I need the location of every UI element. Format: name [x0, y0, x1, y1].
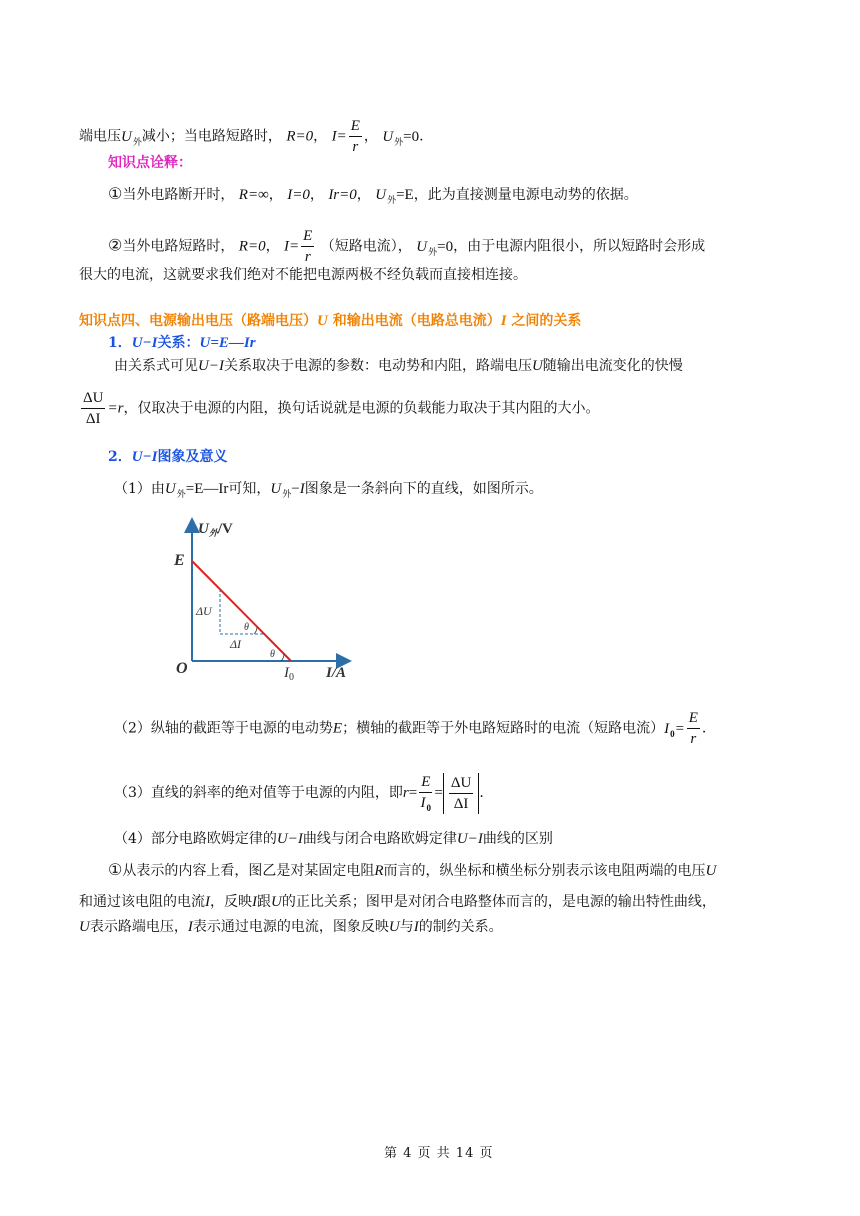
math-U: $U_外$ — [121, 128, 142, 147]
paragraph-1-cont: $\frac{\Delta U}{\Delta I}$ =r，仅取决于电源的内阻，换句话说就是电源的负载能力取决于其内阻的大小。 — [83, 390, 600, 427]
line-1 — [79, 116, 424, 157]
text: 当外电路断开时， — [122, 187, 235, 203]
fraction-E-over-r: $\frac{E}{r}$ — [350, 118, 360, 155]
item-2-cont: 很大的电流，这就要求我们绝对不能把电源两极不经负载而直接相连接。 — [79, 267, 527, 283]
u-i-graph — [168, 515, 368, 685]
page-footer: 第 4 页 共 14 页 — [384, 1146, 494, 1161]
math-R0: R=0 — [286, 128, 314, 145]
subsection-1: 1．U−I关系：U=E—Ir — [108, 335, 256, 351]
paragraph-p2: （2）纵轴的截距等于电源的电动势E；横轴的截距等于外电路短路时的电流（短路电流）$I_0=$ $\frac{E}{r}$ . — [114, 710, 707, 747]
delta-i-label: ΔI — [230, 637, 242, 651]
e-label: E — [174, 552, 185, 569]
sep: ， — [313, 128, 328, 145]
circle-num: ① — [108, 184, 123, 203]
theta-arc-2 — [281, 654, 284, 661]
theta-arc-1 — [254, 627, 257, 634]
y-axis-label: $U_外/V$ — [198, 521, 233, 538]
delta-u-label: ΔU — [196, 604, 212, 618]
text: 当外电路短路时， — [122, 238, 235, 255]
x-axis-label: I/A — [326, 665, 347, 681]
fraction-E-over-r: $\frac{E}{r}$ — [303, 228, 313, 265]
text: ，由于电源内阻很小，所以短路时会形成 — [453, 238, 706, 255]
paragraph-p1: （1）由$U_外=E—Ir$可知，$U_外-I$图象是一条斜向下的直线，如图所示。 — [114, 481, 543, 499]
math: R=0 — [238, 238, 266, 255]
paragraph-1: 由关系式可见U−I关系取决于电源的参数：电动势和内阻，路端电压U随输出电流变化的快慢 — [114, 358, 683, 374]
math-Uwai: $U_外=0$ — [382, 128, 420, 147]
subsection-2: 2．U−I图象及意义 — [108, 449, 228, 465]
text: 减小；当电路短路时， — [141, 128, 282, 145]
paragraph-p5: ①从表示的内容上看，图乙是对某固定电阻R而言的，纵坐标和横坐标分别表示该电阻两端的电压U — [108, 860, 717, 879]
i0-label: $I_0$ — [284, 665, 294, 683]
math: Ir=0 — [328, 187, 357, 203]
paragraph-p4: （4）部分电路欧姆定律的U−I曲线与闭合电路欧姆定律U−I曲线的区别 — [114, 831, 553, 847]
item-1: ①当外电路断开时， R=∞， I=0， Ir=0， $U_外=E$，此为直接测量电源电动势的依据。 — [108, 184, 638, 205]
theta-label-1: θ — [244, 622, 249, 633]
origin-label: O — [176, 660, 188, 677]
math-Ieq: I= — [331, 128, 347, 145]
note-title: 知识点诠释： — [108, 155, 192, 171]
sep: ， — [363, 128, 378, 145]
theta-label-2: θ — [270, 649, 275, 660]
period: . — [419, 128, 424, 145]
text: 端电压 — [79, 128, 121, 145]
math-Uwai0: $U_外=0$ — [416, 238, 454, 257]
text: （短路电流）， — [320, 238, 412, 255]
paragraph-p5-cont2: U表示路端电压，I表示通过电源的电流，图象反映U与I的制约关系。 — [79, 919, 503, 935]
math: R=∞ — [238, 187, 269, 203]
fraction-dU-dI: $\frac{\Delta U}{\Delta I}$ — [83, 390, 104, 427]
circle-num: ② — [108, 235, 123, 255]
paragraph-p3: （3）直线的斜率的绝对值等于电源的内阻，即r= $\frac{E}{I_0}$ = $\frac{\Delta U}{\Delta I}$ . — [114, 774, 484, 813]
item-2: ②当外电路短路时， R=0， I= $\frac{E}{r}$ （短路电流）， $U_外=0$，由于电源内阻很小，所以短路时会形成 — [108, 228, 706, 265]
paragraph-p5-cont1: 和通过该电阻的电流I，反映I跟U的正比关系；图甲是对闭合电路整体而言的，是电源的输出特性曲线， — [79, 894, 716, 910]
math-UwaiE: $U_外=E$ — [375, 187, 414, 205]
section-4-title: 知识点四、电源输出电压（路端电压）U 和输出电流（电路总电流）I 之间的关系 — [79, 313, 582, 329]
math: I=0 — [287, 187, 310, 203]
math: I= — [284, 238, 300, 255]
text: ，此为直接测量电源电动势的依据。 — [413, 187, 638, 203]
